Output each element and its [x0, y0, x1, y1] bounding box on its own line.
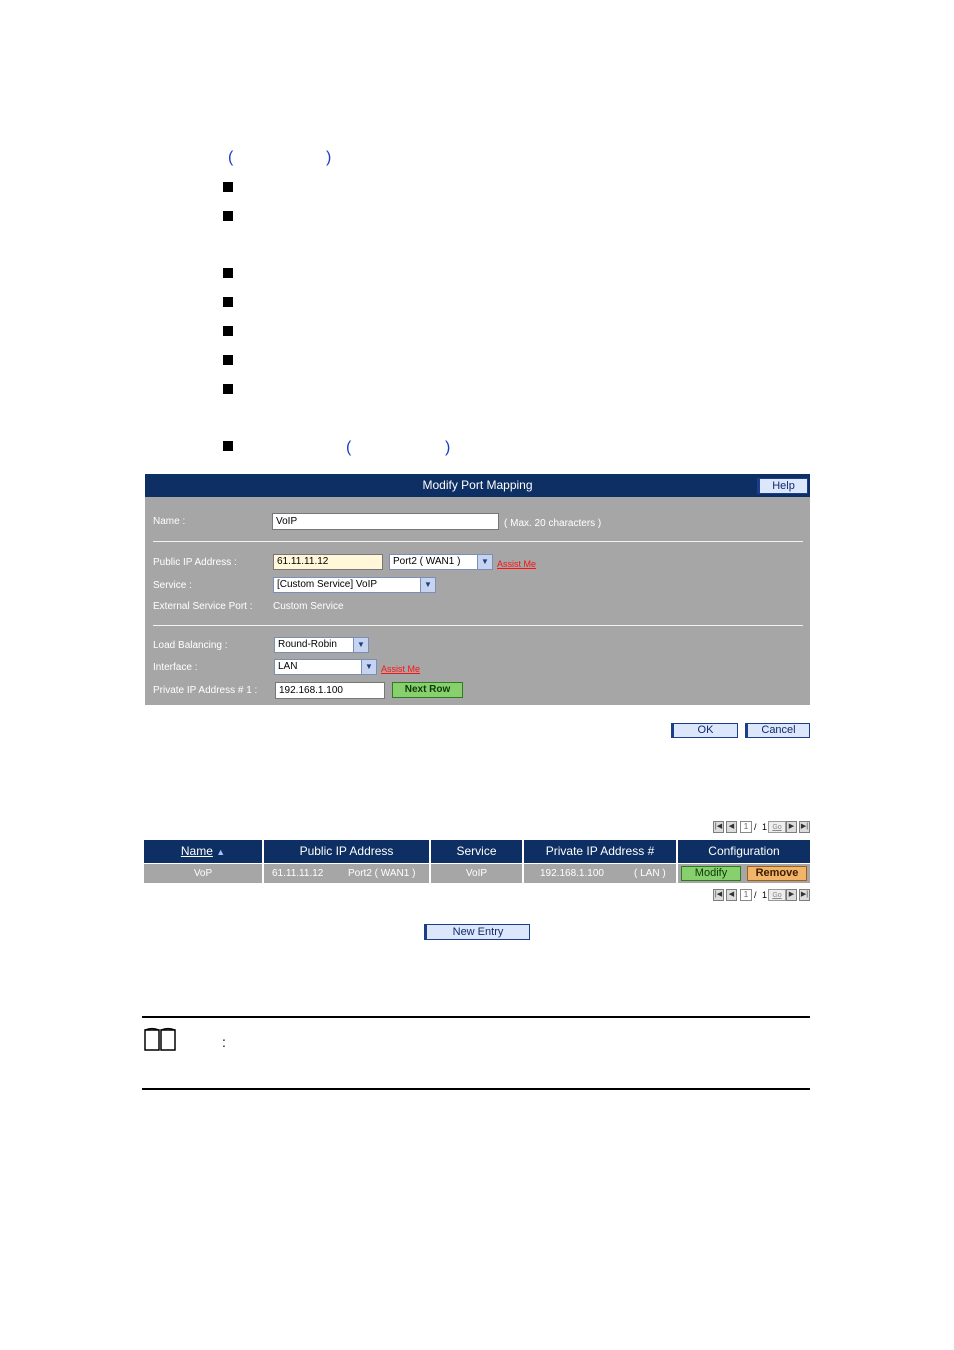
external-service-port-value: Custom Service — [273, 601, 344, 612]
row-name: VoP — [144, 864, 262, 883]
port-select-value: Port2 ( WAN1 ) — [393, 556, 461, 567]
page-input[interactable]: 1 — [740, 821, 752, 833]
port-select[interactable] — [389, 554, 493, 570]
bullet-icon — [223, 326, 233, 336]
service-label: Service : — [153, 580, 192, 591]
row-private-ip-cell — [524, 864, 676, 883]
private-ip-label: Private IP Address # 1 : — [153, 685, 258, 696]
modify-button[interactable]: Modify — [681, 866, 741, 881]
bullet-icon — [223, 384, 233, 394]
th-name-label: Name — [180, 844, 213, 858]
bullet-icon — [223, 355, 233, 365]
paren-close: ) — [445, 439, 451, 456]
assist-me-link[interactable]: Assist Me — [497, 559, 537, 569]
last-page-icon[interactable]: ▶| — [799, 889, 810, 901]
pager-slash: / — [754, 822, 757, 832]
chevron-down-icon: ▼ — [353, 638, 368, 652]
public-ip-label: Public IP Address : — [153, 557, 237, 568]
first-page-icon[interactable]: |◀ — [713, 889, 724, 901]
note-top-rule — [142, 1016, 810, 1018]
chevron-down-icon: ▼ — [361, 660, 376, 674]
th-service: Service — [431, 840, 522, 863]
th-configuration: Configuration — [678, 840, 810, 863]
row-public-port: Port2 ( WAN1 ) — [348, 868, 416, 879]
help-button[interactable]: Help — [757, 478, 808, 494]
paren-open: ( — [346, 439, 352, 456]
row-public-ip-cell — [264, 864, 429, 883]
note-colon: : — [222, 1034, 226, 1050]
bullet-icon — [223, 211, 233, 221]
divider — [153, 541, 803, 542]
next-page-icon[interactable]: ▶ — [786, 821, 797, 833]
th-name[interactable] — [144, 840, 262, 863]
prev-page-icon[interactable]: ◀ — [726, 889, 737, 901]
remove-button[interactable]: Remove — [747, 866, 807, 881]
ok-button[interactable]: OK — [671, 723, 738, 738]
th-public-ip: Public IP Address — [264, 840, 429, 863]
paren-close: ) — [326, 149, 332, 166]
pager-total: 1 — [762, 890, 768, 900]
row-public-ip: 61.11.11.12 — [272, 868, 324, 879]
next-row-button[interactable]: Next Row — [392, 682, 463, 698]
row-service: VoIP — [431, 864, 522, 883]
assist-me-link[interactable]: Assist Me — [381, 664, 421, 674]
prev-page-icon[interactable]: ◀ — [726, 821, 737, 833]
divider — [153, 625, 803, 626]
service-select-value: [Custom Service] VoIP — [277, 579, 378, 590]
load-balancing-select[interactable] — [274, 637, 369, 653]
service-select[interactable] — [273, 577, 436, 593]
name-hint: ( Max. 20 characters ) — [504, 518, 602, 529]
new-entry-button[interactable]: New Entry — [424, 924, 530, 940]
chevron-down-icon: ▼ — [477, 555, 492, 569]
bullet-icon — [223, 268, 233, 278]
external-service-port-label: External Service Port : — [153, 601, 253, 612]
pager-bottom — [713, 889, 810, 901]
interface-select[interactable] — [274, 659, 377, 675]
modify-port-mapping-panel — [145, 474, 810, 705]
load-balancing-value: Round-Robin — [278, 639, 337, 650]
name-input[interactable]: VoIP — [272, 513, 499, 530]
pager-total: 1 — [762, 822, 768, 832]
bullet-icon — [223, 441, 233, 451]
public-ip-input[interactable]: 61.11.11.12 — [273, 554, 383, 570]
bullet-icon — [223, 297, 233, 307]
go-button[interactable]: Go — [768, 821, 786, 833]
chevron-down-icon: ▼ — [420, 578, 435, 592]
row-configuration — [678, 864, 810, 883]
row-private-ip: 192.168.1.100 — [540, 868, 604, 879]
panel-title: Modify Port Mapping — [145, 474, 810, 497]
interface-select-value: LAN — [278, 661, 298, 672]
pager-slash: / — [754, 890, 757, 900]
bullet-icon — [223, 182, 233, 192]
row-private-if: ( LAN ) — [634, 868, 666, 879]
name-label: Name : — [153, 516, 186, 527]
first-page-icon[interactable]: |◀ — [713, 821, 724, 833]
private-ip-input[interactable]: 192.168.1.100 — [275, 682, 385, 699]
interface-label: Interface : — [153, 662, 198, 673]
page-input[interactable]: 1 — [740, 889, 752, 901]
pager-top — [713, 821, 810, 833]
last-page-icon[interactable]: ▶| — [799, 821, 810, 833]
cancel-button[interactable]: Cancel — [745, 723, 810, 738]
go-button[interactable]: Go — [768, 889, 786, 901]
next-page-icon[interactable]: ▶ — [786, 889, 797, 901]
book-icon — [143, 1026, 177, 1052]
load-balancing-label: Load Balancing : — [153, 640, 228, 651]
th-private-ip: Private IP Address # — [524, 840, 676, 863]
sort-up-icon: ▲ — [216, 847, 226, 857]
note-bottom-rule — [142, 1088, 810, 1090]
paren-open: ( — [228, 149, 234, 166]
